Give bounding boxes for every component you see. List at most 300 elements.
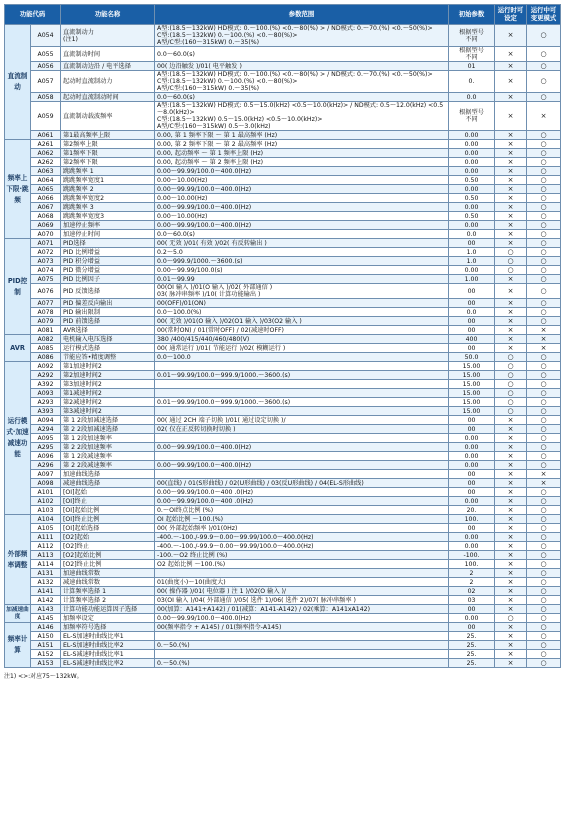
function-code: A078 xyxy=(31,308,61,317)
run-settable-mark: × xyxy=(495,434,527,443)
table-row xyxy=(5,443,561,452)
parameter-range: A型:(18.5～132kW) HD模式: 0.5～15.0(kHz) <0.5～10.0(kHz)> / ND模式: 0.5～12.0(kHz) <0.5～8.0(kHz)> C型:(18.5～132kW) 0.5～15.0(kHz) <0.5～10.0(kHz)> A型/C型:(160～315kW) 0.5～3.0(kHz) xyxy=(155,102,449,131)
run-settable-mark: × xyxy=(495,569,527,578)
initial-value: 25. xyxy=(449,650,495,659)
parameter-range: 0.01～99.99/100.0～999.9/1000.～3600.(s) xyxy=(155,371,449,380)
function-name: 跳跳频率 1 xyxy=(61,167,155,176)
table-row xyxy=(5,353,561,362)
function-name: 起动时直流制动时间 xyxy=(61,93,155,102)
group-label: AVR xyxy=(5,335,31,362)
function-name: 加速曲线常数 xyxy=(61,569,155,578)
initial-value: 00 xyxy=(449,326,495,335)
function-name: 加频率符号选择 xyxy=(61,623,155,632)
run-changeable-mark: ○ xyxy=(527,587,561,596)
function-code: A076 xyxy=(31,284,61,299)
parameter-range: 00(直线) / 01(S形曲线) / 02(U形曲线) / 03(反U形曲线) / 04(EL-S形曲线) xyxy=(155,479,449,488)
function-code: A098 xyxy=(31,479,61,488)
function-name: 计算频率选择 2 xyxy=(61,596,155,605)
parameter-range: 00( 边沿触发 )/01( 电平触发 ) xyxy=(155,62,449,71)
function-code: A079 xyxy=(31,317,61,326)
function-name: 跳跳频率 2 xyxy=(61,185,155,194)
function-name: EL-S加速时曲线比率2 xyxy=(61,641,155,650)
function-name: 减速曲线常数 xyxy=(61,578,155,587)
parameter-range: 0.00～99.99/100.0(s) xyxy=(155,266,449,275)
initial-value: 0.50 xyxy=(449,176,495,185)
initial-value: 400 xyxy=(449,335,495,344)
parameter-range: 0.0～100.0 xyxy=(155,353,449,362)
function-name: 直流制动时间 xyxy=(61,47,155,62)
table-row xyxy=(5,470,561,479)
run-settable-mark: × xyxy=(495,461,527,470)
run-changeable-mark: ○ xyxy=(527,650,561,659)
run-changeable-mark: ○ xyxy=(527,389,561,398)
function-name: EL-S减速时曲线比率1 xyxy=(61,650,155,659)
run-settable-mark: × xyxy=(495,587,527,596)
run-changeable-mark: × xyxy=(527,344,561,353)
initial-value: 15.00 xyxy=(449,362,495,371)
run-settable-mark: × xyxy=(495,212,527,221)
initial-value: 00 xyxy=(449,488,495,497)
initial-value: 00 xyxy=(449,479,495,488)
function-name: 第 1 2段加速频率 xyxy=(61,434,155,443)
function-name: EL-S加速时曲线比率1 xyxy=(61,632,155,641)
table-row xyxy=(5,308,561,317)
function-name: 计算功能功能运算因子选择 xyxy=(61,605,155,614)
run-changeable-mark: ○ xyxy=(527,266,561,275)
run-changeable-mark: × xyxy=(527,326,561,335)
run-settable-mark: × xyxy=(495,131,527,140)
run-changeable-mark: ○ xyxy=(527,140,561,149)
run-settable-mark: × xyxy=(495,542,527,551)
table-row xyxy=(5,239,561,248)
parameter-range: 00( 外部起始频率 )/01(0Hz) xyxy=(155,524,449,533)
function-code: A093 xyxy=(31,389,61,398)
run-settable-mark: × xyxy=(495,632,527,641)
function-code: A096 xyxy=(31,452,61,461)
initial-value: 15.00 xyxy=(449,380,495,389)
table-row xyxy=(5,560,561,569)
initial-value: 0.00 xyxy=(449,443,495,452)
table-row xyxy=(5,623,561,632)
run-changeable-mark: ○ xyxy=(527,93,561,102)
initial-value: 00 xyxy=(449,284,495,299)
function-code: A097 xyxy=(31,470,61,479)
function-code: A150 xyxy=(31,632,61,641)
run-changeable-mark: ○ xyxy=(527,362,561,371)
run-settable-mark: × xyxy=(495,596,527,605)
function-code: A152 xyxy=(31,650,61,659)
table-row xyxy=(5,389,561,398)
table-row xyxy=(5,284,561,299)
initial-value: 0.00 xyxy=(449,533,495,542)
run-changeable-mark: ○ xyxy=(527,221,561,230)
run-changeable-mark: ○ xyxy=(527,284,561,299)
function-name: 直流制动边沿 / 电平选择 xyxy=(61,62,155,71)
initial-value: 15.00 xyxy=(449,389,495,398)
function-code: A055 xyxy=(31,47,61,62)
initial-value: 0.00 xyxy=(449,221,495,230)
function-name: PID 偏差反向输出 xyxy=(61,299,155,308)
table-row xyxy=(5,659,561,668)
initial-value: 0.00 xyxy=(449,140,495,149)
run-changeable-mark: ○ xyxy=(527,212,561,221)
run-settable-mark: × xyxy=(495,239,527,248)
parameter-range: 0.～50.(%) xyxy=(155,659,449,668)
run-changeable-mark: ○ xyxy=(527,158,561,167)
footnote: 注1) <>:对应75～132kW。 xyxy=(4,673,83,680)
run-settable-mark: ○ xyxy=(495,257,527,266)
parameter-range xyxy=(155,470,449,479)
run-settable-mark: × xyxy=(495,93,527,102)
parameter-range: 00( 无效 )/01( 有效 )/02( 有反转输出 ) xyxy=(155,239,449,248)
run-settable-mark: ○ xyxy=(495,614,527,623)
function-code: A068 xyxy=(31,212,61,221)
run-changeable-mark: ○ xyxy=(527,425,561,434)
initial-value: 15.00 xyxy=(449,371,495,380)
function-code: A069 xyxy=(31,221,61,230)
function-code: A145 xyxy=(31,614,61,623)
parameter-range xyxy=(155,434,449,443)
function-code: A062 xyxy=(31,149,61,158)
function-code: A094 xyxy=(31,416,61,425)
function-name: 直流制动载波频率 xyxy=(61,102,155,131)
function-code: A142 xyxy=(31,596,61,605)
initial-value: 15.00 xyxy=(449,407,495,416)
parameter-range: 00(频率指令 + A145) / 01(频率指令-A145) xyxy=(155,623,449,632)
function-code: A063 xyxy=(31,167,61,176)
parameter-range xyxy=(155,452,449,461)
table-row xyxy=(5,533,561,542)
run-changeable-mark: ○ xyxy=(527,605,561,614)
table-row xyxy=(5,326,561,335)
initial-value: 0. xyxy=(449,71,495,93)
run-settable-mark: ○ xyxy=(495,380,527,389)
function-name: 跳跳频率宽度3 xyxy=(61,212,155,221)
function-name: 加频率设定 xyxy=(61,614,155,623)
header-function-code: 功能代码 xyxy=(5,5,61,25)
run-settable-mark: × xyxy=(495,158,527,167)
function-name: PID 积分增益 xyxy=(61,257,155,266)
run-settable-mark: ○ xyxy=(495,371,527,380)
table-row xyxy=(5,524,561,533)
run-changeable-mark: ○ xyxy=(527,257,561,266)
initial-value: 0.00 xyxy=(449,149,495,158)
table-row xyxy=(5,506,561,515)
initial-value: 0.00 xyxy=(449,614,495,623)
function-code: A085 xyxy=(31,344,61,353)
function-code: A071 xyxy=(31,239,61,248)
group-label: PID控制 xyxy=(5,239,31,335)
function-name: 直流制动力 (注1) xyxy=(61,25,155,47)
initial-value: 0.00 xyxy=(449,266,495,275)
function-code: A393 xyxy=(31,407,61,416)
run-settable-mark: × xyxy=(495,194,527,203)
table-row xyxy=(5,632,561,641)
run-settable-mark: × xyxy=(495,149,527,158)
run-changeable-mark: ○ xyxy=(527,632,561,641)
parameter-range: 0.00～99.99/100.0～400.0(Hz) xyxy=(155,443,449,452)
initial-value: 0.0 xyxy=(449,308,495,317)
run-changeable-mark: × xyxy=(527,102,561,131)
parameter-range: 0.00, 起动频率 ～ 第 1 频率上限 (Hz) xyxy=(155,149,449,158)
table-row xyxy=(5,167,561,176)
table-row xyxy=(5,362,561,371)
function-code: A057 xyxy=(31,71,61,93)
initial-value: 25. xyxy=(449,632,495,641)
parameter-range: 00(常时ON) / 01(常时OFF) / 02(减速时OFF) xyxy=(155,326,449,335)
run-settable-mark: ○ xyxy=(495,407,527,416)
run-changeable-mark: ○ xyxy=(527,614,561,623)
run-changeable-mark: ○ xyxy=(527,407,561,416)
table-row xyxy=(5,542,561,551)
initial-value: 0.00 xyxy=(449,203,495,212)
function-name: PID 比例增益 xyxy=(61,248,155,257)
table-row xyxy=(5,380,561,389)
parameter-range: 0.01～99.99/100.0～999.9/1000.～3600.(s) xyxy=(155,398,449,407)
run-settable-mark: × xyxy=(495,102,527,131)
run-changeable-mark: ○ xyxy=(527,560,561,569)
function-code: A056 xyxy=(31,62,61,71)
run-changeable-mark: ○ xyxy=(527,371,561,380)
parameter-range: -100.～O2 终止比例 (%) xyxy=(155,551,449,560)
group-label: 频率上下限·跳频 xyxy=(5,140,31,239)
run-changeable-mark: ○ xyxy=(527,176,561,185)
table-row xyxy=(5,461,561,470)
function-code: A103 xyxy=(31,506,61,515)
run-changeable-mark: ○ xyxy=(527,230,561,239)
initial-value: 1.0 xyxy=(449,248,495,257)
run-settable-mark: × xyxy=(495,497,527,506)
header-run-changeable: 运行中可变更模式 xyxy=(527,5,561,25)
function-name: 电机输入电压选择 xyxy=(61,335,155,344)
function-code: A112 xyxy=(31,542,61,551)
table-row xyxy=(5,605,561,614)
run-settable-mark: × xyxy=(495,25,527,47)
function-name: 节能应答•精度调整 xyxy=(61,353,155,362)
run-settable-mark: × xyxy=(495,659,527,668)
table-row xyxy=(5,317,561,326)
parameter-range: 0.01～99.99 xyxy=(155,275,449,284)
parameter-range xyxy=(155,569,449,578)
function-name: [O2]终止比例 xyxy=(61,560,155,569)
function-code: A104 xyxy=(31,515,61,524)
function-name: 第1最高频率上限 xyxy=(61,131,155,140)
function-name: 起动时直流制动力 xyxy=(61,71,155,93)
parameter-range: -400.～-100./-99.9～0.00～99.99/100.0～400.0(Hz) xyxy=(155,533,449,542)
table-row xyxy=(5,230,561,239)
run-settable-mark: × xyxy=(495,623,527,632)
function-code: A102 xyxy=(31,497,61,506)
initial-value: 00 xyxy=(449,344,495,353)
run-changeable-mark: ○ xyxy=(527,25,561,47)
initial-value: 15.00 xyxy=(449,398,495,407)
initial-value: 0.00 xyxy=(449,131,495,140)
function-name: 第 2 2段加速频率 xyxy=(61,443,155,452)
function-code: A392 xyxy=(31,380,61,389)
function-name: 第2减速时间2 xyxy=(61,398,155,407)
initial-value: 01 xyxy=(449,62,495,71)
initial-value: -100. xyxy=(449,551,495,560)
initial-value: 03 xyxy=(449,596,495,605)
function-code: A070 xyxy=(31,230,61,239)
run-changeable-mark: ○ xyxy=(527,299,561,308)
run-settable-mark: × xyxy=(495,488,527,497)
parameter-range xyxy=(155,407,449,416)
function-name: 跳跳频率宽度2 xyxy=(61,194,155,203)
run-settable-mark: ○ xyxy=(495,389,527,398)
table-row xyxy=(5,425,561,434)
parameter-range: 00( 操作器 )/01( 电位器 ) 注 1 )/02(O 输入 )/ xyxy=(155,587,449,596)
function-code: A132 xyxy=(31,578,61,587)
parameter-range: 0.00～99.99/100.0～400.0(Hz) xyxy=(155,167,449,176)
function-name: 加速停止时间 xyxy=(61,230,155,239)
header-function-name: 功能名称 xyxy=(61,5,155,25)
run-changeable-mark: ○ xyxy=(527,506,561,515)
function-code: A075 xyxy=(31,275,61,284)
function-name: 加速曲线选择 xyxy=(61,470,155,479)
function-name: AVR选择 xyxy=(61,326,155,335)
function-code: A262 xyxy=(31,158,61,167)
run-changeable-mark: × xyxy=(527,470,561,479)
run-settable-mark: × xyxy=(495,275,527,284)
function-code: A111 xyxy=(31,533,61,542)
function-name: 第2频率下限 xyxy=(61,158,155,167)
header-run-settable: 运行时可设定 xyxy=(495,5,527,25)
run-settable-mark: × xyxy=(495,326,527,335)
function-name: [OI]起始 xyxy=(61,488,155,497)
parameter-range xyxy=(155,650,449,659)
function-code: A294 xyxy=(31,425,61,434)
table-row xyxy=(5,434,561,443)
run-settable-mark: × xyxy=(495,425,527,434)
parameter-range: 0.0～100.0(%) xyxy=(155,308,449,317)
initial-value: 0.00 xyxy=(449,158,495,167)
function-code: A113 xyxy=(31,551,61,560)
parameter-range: 0.00, 起动频率 ～ 第 2 频率上限 (Hz) xyxy=(155,158,449,167)
parameter-range: 0.00～10.00(Hz) xyxy=(155,176,449,185)
initial-value: 100. xyxy=(449,560,495,569)
initial-value: 02 xyxy=(449,587,495,596)
function-name: [OI]终止 xyxy=(61,497,155,506)
run-settable-mark: × xyxy=(495,524,527,533)
initial-value: 0.0 xyxy=(449,230,495,239)
function-name: 跳跳频率 3 xyxy=(61,203,155,212)
parameter-range: O2 起始比例 ～100.(%) xyxy=(155,560,449,569)
initial-value: 20. xyxy=(449,506,495,515)
table-row xyxy=(5,452,561,461)
parameter-range: 0.00～99.99/100.0～400.0(Hz) xyxy=(155,461,449,470)
function-name: PID 反馈选择 xyxy=(61,284,155,299)
run-settable-mark: × xyxy=(495,605,527,614)
initial-value: 100. xyxy=(449,515,495,524)
run-settable-mark: × xyxy=(495,230,527,239)
initial-value: 00 xyxy=(449,425,495,434)
run-changeable-mark: ○ xyxy=(527,317,561,326)
function-code: A151 xyxy=(31,641,61,650)
initial-value: 0.50 xyxy=(449,212,495,221)
run-changeable-mark: ○ xyxy=(527,542,561,551)
table-row xyxy=(5,614,561,623)
function-name: PID选择 xyxy=(61,239,155,248)
run-settable-mark: × xyxy=(495,308,527,317)
group-label: 频率计算 xyxy=(5,623,31,668)
table-row xyxy=(5,650,561,659)
run-settable-mark: ○ xyxy=(495,266,527,275)
run-settable-mark: × xyxy=(495,167,527,176)
initial-value: 0.50 xyxy=(449,194,495,203)
run-changeable-mark: ○ xyxy=(527,380,561,389)
run-changeable-mark: ○ xyxy=(527,62,561,71)
run-changeable-mark: ○ xyxy=(527,596,561,605)
function-name: [OI]起始选择 xyxy=(61,524,155,533)
table-row xyxy=(5,102,561,131)
run-settable-mark: × xyxy=(495,221,527,230)
run-changeable-mark: × xyxy=(527,479,561,488)
table-row xyxy=(5,158,561,167)
table-row xyxy=(5,515,561,524)
function-code: A073 xyxy=(31,257,61,266)
run-changeable-mark: ○ xyxy=(527,443,561,452)
parameter-range: 0.0～999.9/1000.～3600.(s) xyxy=(155,257,449,266)
initial-value: 0.0 xyxy=(449,93,495,102)
function-name: 第1加速时间2 xyxy=(61,362,155,371)
parameter-range: 0.0～60.0(s) xyxy=(155,47,449,62)
function-name: 第 1 2段加减速选择 xyxy=(61,416,155,425)
run-settable-mark: ○ xyxy=(495,353,527,362)
table-row xyxy=(5,596,561,605)
initial-value: 根据型号 不同 xyxy=(449,102,495,131)
function-code: A296 xyxy=(31,461,61,470)
function-name: 运行模式选择 xyxy=(61,344,155,353)
parameter-range: A型:(18.5～132kW) HD模式: 0.～100.(%) <0.～80(%) > / ND模式: 0.～70.(%) <0.～50(%)> C型:(18.5～132kW) 0.～100.(%) <0.～80(%)> A型/C型:(160～315kW) 0.～35(%) xyxy=(155,71,449,93)
run-changeable-mark: ○ xyxy=(527,353,561,362)
parameter-range: 0.2～5.0 xyxy=(155,248,449,257)
initial-value: 50.0 xyxy=(449,353,495,362)
run-settable-mark: × xyxy=(495,284,527,299)
initial-value: 0.00 xyxy=(449,461,495,470)
parameter-range: 0.00～99.99/100.0～400 .0(Hz) xyxy=(155,488,449,497)
function-name: [O2]终止 xyxy=(61,542,155,551)
function-code: A261 xyxy=(31,140,61,149)
table-row xyxy=(5,398,561,407)
run-changeable-mark: ○ xyxy=(527,308,561,317)
run-changeable-mark: ○ xyxy=(527,185,561,194)
initial-value: 25. xyxy=(449,641,495,650)
run-changeable-mark: ○ xyxy=(527,149,561,158)
function-name: 第2频率上限 xyxy=(61,140,155,149)
parameter-range: 0.00～10.00(Hz) xyxy=(155,212,449,221)
run-settable-mark: × xyxy=(495,335,527,344)
run-changeable-mark: ○ xyxy=(527,578,561,587)
run-changeable-mark: ○ xyxy=(527,533,561,542)
header-parameter-range: 参数范围 xyxy=(155,5,449,25)
run-changeable-mark: ○ xyxy=(527,497,561,506)
table-row xyxy=(5,248,561,257)
table-row xyxy=(5,221,561,230)
parameter-range: 0.00～99.99/100.0～400 .0(Hz) xyxy=(155,497,449,506)
run-changeable-mark: ○ xyxy=(527,524,561,533)
run-settable-mark: × xyxy=(495,47,527,62)
table-row xyxy=(5,194,561,203)
run-settable-mark: × xyxy=(495,140,527,149)
parameter-range: 01(曲度小)～10(曲度大) xyxy=(155,578,449,587)
function-code: A072 xyxy=(31,248,61,257)
function-code: A153 xyxy=(31,659,61,668)
table-row xyxy=(5,578,561,587)
parameter-range: 00(OI 输入 )/01(O 输入 )/02( 外部通信 ) 03( 脉冲串频率 )/10( 计算功能输出 ) xyxy=(155,284,449,299)
table-row xyxy=(5,266,561,275)
table-row xyxy=(5,71,561,93)
